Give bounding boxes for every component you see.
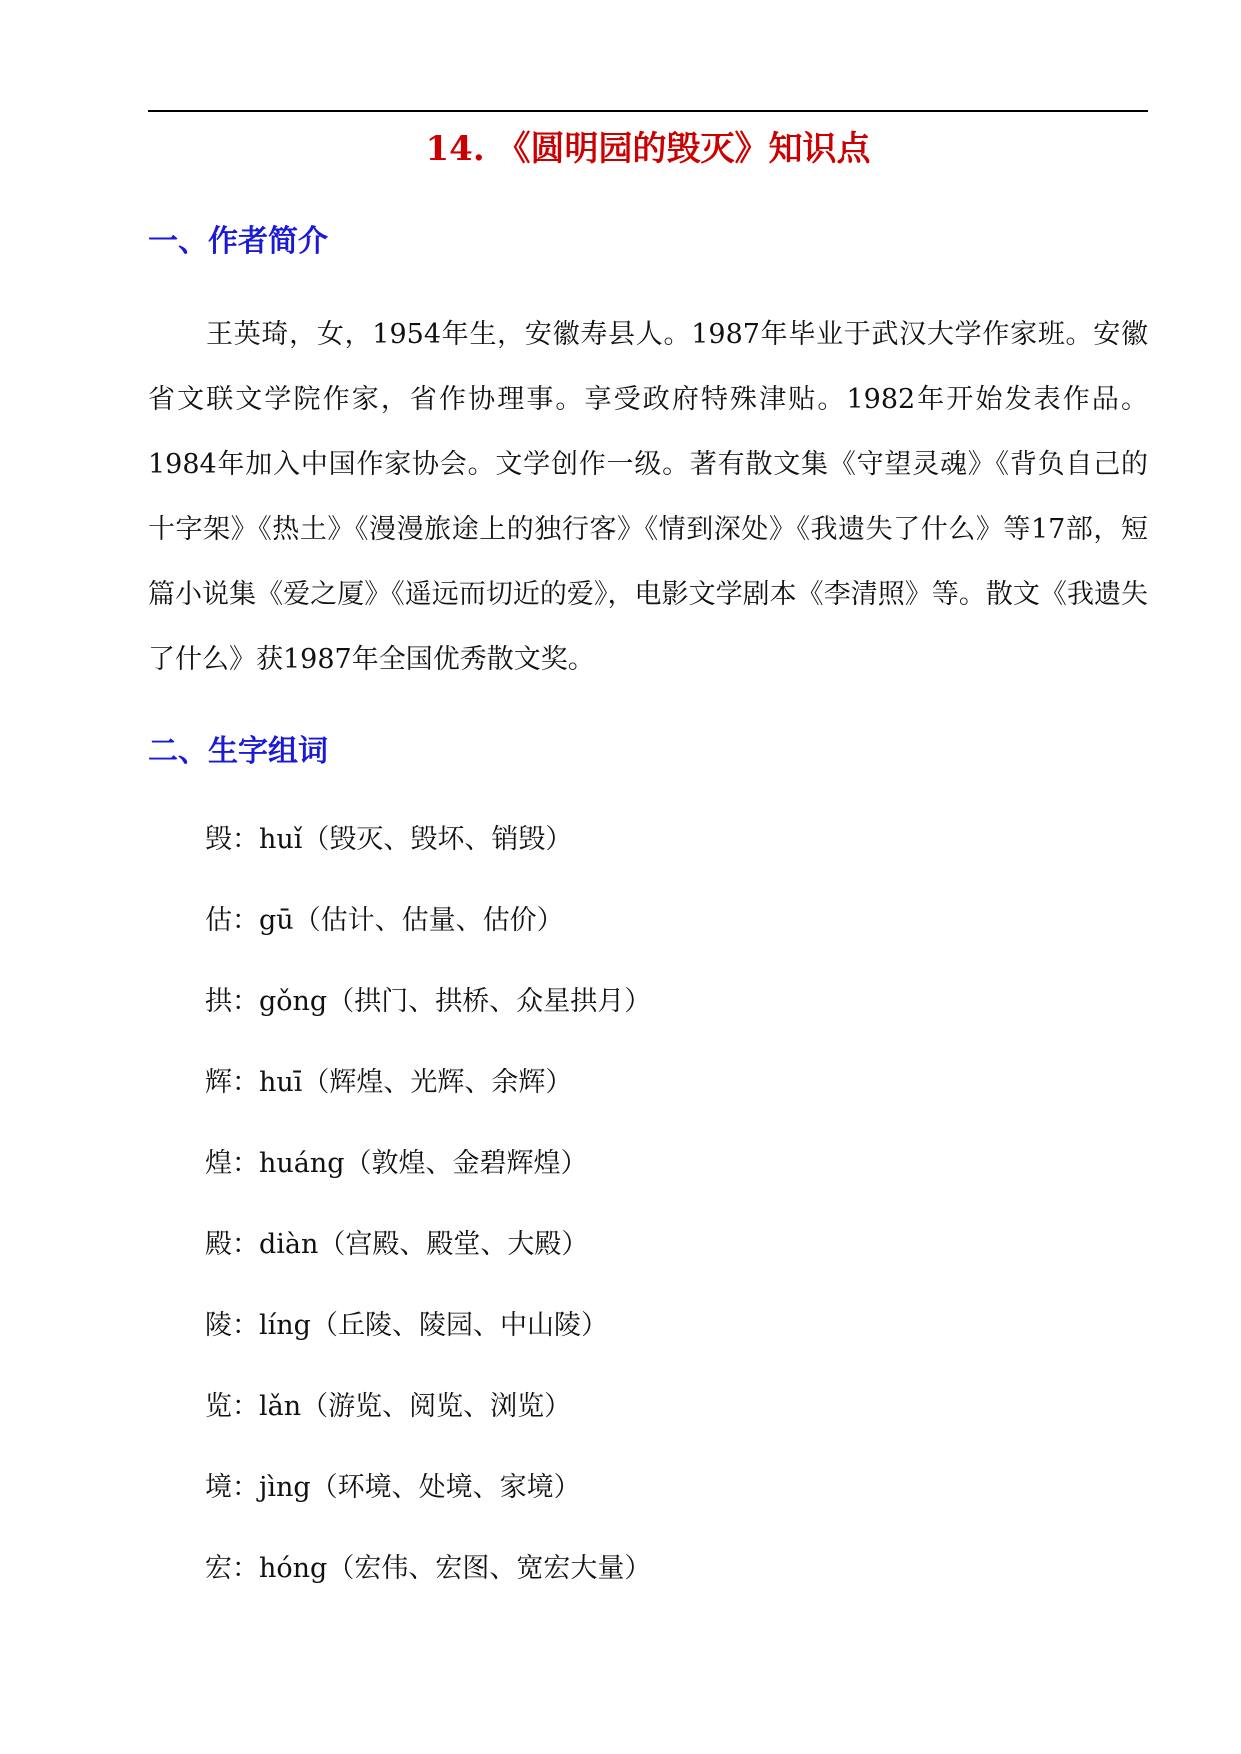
vocab-item: 陵：líng（丘陵、陵园、中山陵） (205, 1310, 608, 1341)
vocab-item: 殿：diàn（宫殿、殿堂、大殿） (205, 1229, 589, 1260)
vocab-item: 拱：gǒng（拱门、拱桥、众星拱月） (205, 986, 652, 1017)
vocab-item: 宏：hóng（宏伟、宏图、宽宏大量） (205, 1553, 652, 1584)
section-heading-vocabulary: 二、生字组词 (148, 734, 328, 769)
vocab-item: 境：jìng（环境、处境、家境） (205, 1472, 581, 1503)
vocab-item: 估：gū（估计、估量、估价） (205, 905, 564, 936)
section-heading-author: 一、作者简介 (148, 224, 328, 259)
vocabulary-list (205, 818, 1105, 1628)
vocab-item: 辉：huī（辉煌、光辉、余辉） (205, 1067, 573, 1098)
vocab-item: 毁：huǐ（毁灭、毁坏、销毁） (205, 824, 573, 855)
vocab-item: 煌：huáng（敦煌、金碧辉煌） (205, 1148, 588, 1179)
header-rule (148, 110, 1148, 112)
author-bio-paragraph: 王英琦，女，1954年生，安徽寿县人。1987年毕业于武汉大学作家班。安徽省文联文学院作家，省作协理事。享受政府特殊津贴。1982年开始发表作品。1984年加入中国作家协会。文学创作一级。著有散文集《守望灵魂》《背负自己的十字架》《热土》《漫漫旅途上的独行客》《情到深处》《我遗失了什么》等17部，短篇小说集《爱之厦》《遥远而切近的爱》，电影文学剧本《李清照》等。散文《我遗失了什么》获1987年全国优秀散文奖。 (148, 319, 1148, 675)
document-title: 14. 《圆明园的毁灭》知识点 (425, 129, 871, 169)
vocab-item: 览：lǎn（游览、阅览、浏览） (205, 1391, 572, 1422)
